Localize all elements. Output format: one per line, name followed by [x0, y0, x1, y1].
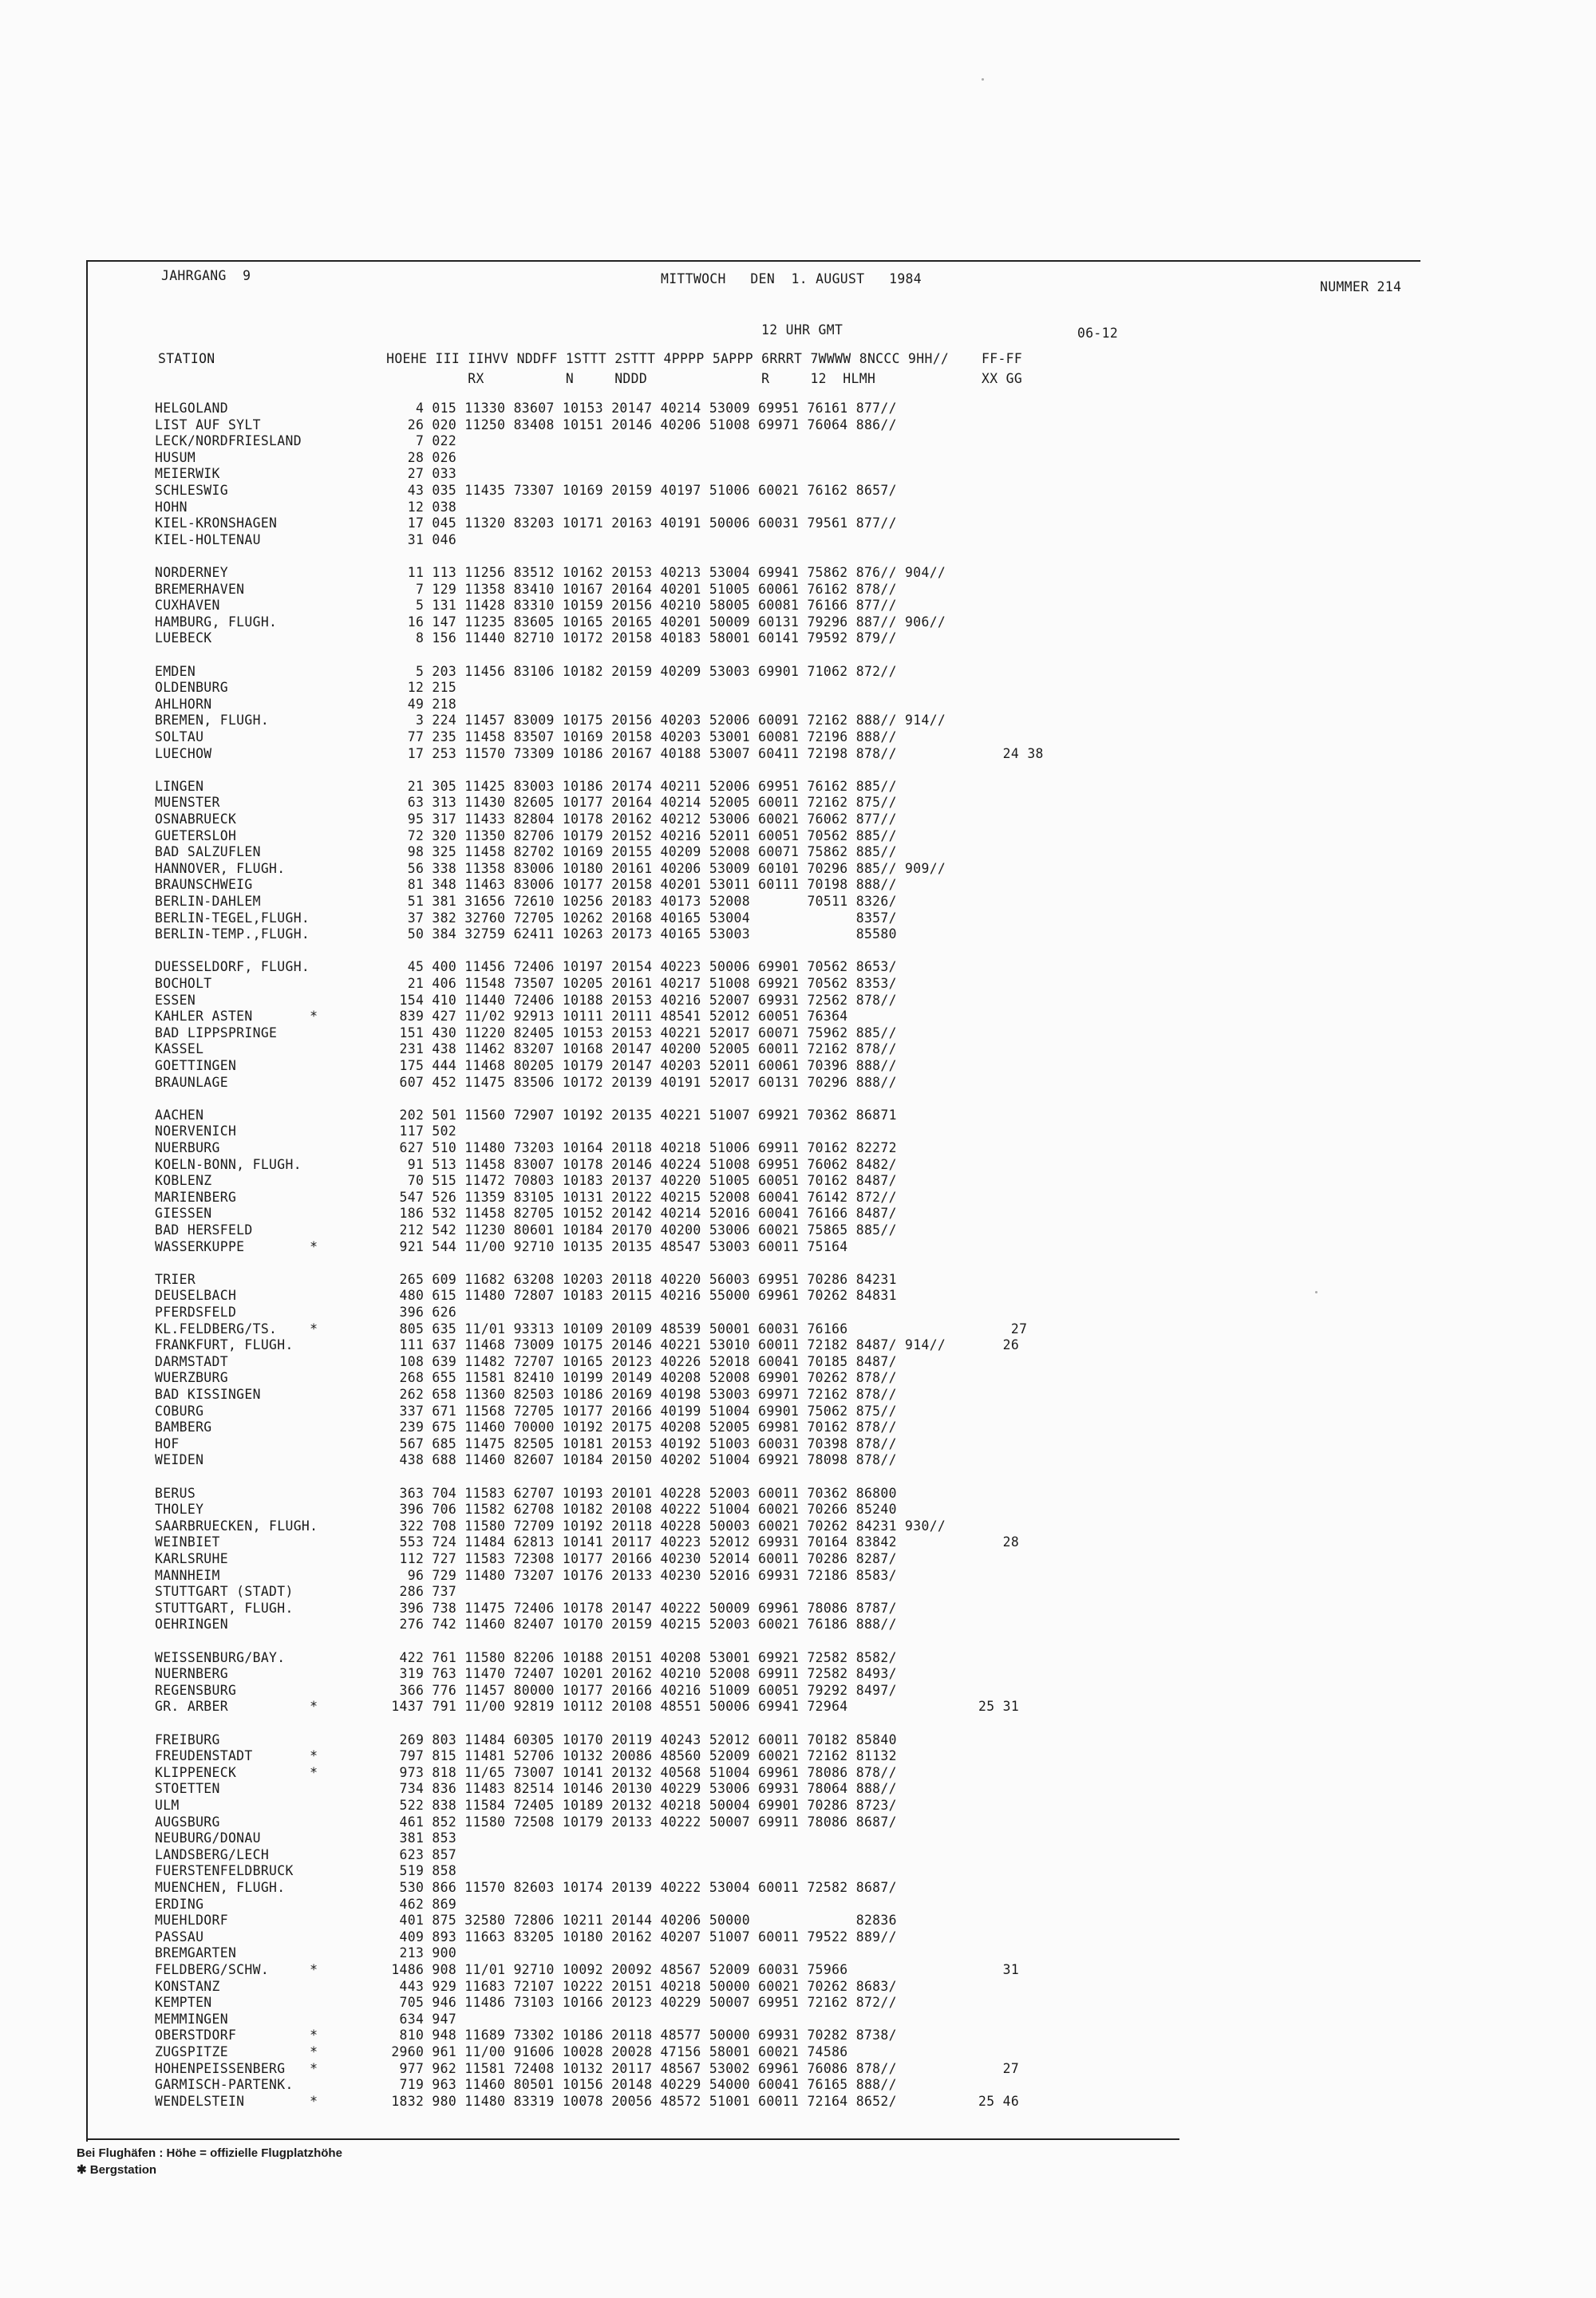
table-row: GUETERSLOH 72 320 11350 82706 10179 20152 40216 52011 60051 70562 885// — [155, 827, 897, 843]
table-row: HAMBURG, FLUGH. 16 147 11235 83605 10165 20165 40201 50009 60131 79296 887// 906// — [155, 614, 946, 630]
table-row: COBURG 337 671 11568 72705 10177 20166 40199 51004 69901 75062 875// — [155, 1403, 897, 1419]
table-frame-bottom — [86, 2138, 1179, 2140]
table-row: OLDENBURG 12 215 — [155, 680, 457, 696]
table-row: NEUBURG/DONAU 381 853 — [155, 1830, 457, 1846]
table-row: FREUDENSTADT * 797 815 11481 52706 10132 20086 48560 52009 60021 72162 81132 — [155, 1748, 897, 1764]
table-row: WUERZBURG 268 655 11581 82410 10199 20149 40208 52008 69901 70262 878// — [155, 1370, 897, 1386]
table-row: SCHLESWIG 43 035 11435 73307 10169 20159 40197 51006 60021 76162 8657/ — [155, 483, 897, 498]
table-row: MEIERWIK 27 033 — [155, 466, 457, 482]
table-row: AHLHORN 49 218 — [155, 696, 457, 712]
table-row: THOLEY 396 706 11582 62708 10182 20108 40222 51004 60021 70266 85240 — [155, 1502, 897, 1518]
table-row: FREIBURG 269 803 11484 60305 10170 20119 40243 52012 60011 70182 85840 — [155, 1731, 897, 1747]
table-row: NUERNBERG 319 763 11470 72407 10201 20162 40210 52008 69911 72582 8493/ — [155, 1666, 897, 1682]
table-row: PASSAU 409 893 11663 83205 10180 20162 40207 51007 60011 79522 889// — [155, 1929, 897, 1945]
table-row: KASSEL 231 438 11462 83207 10168 20147 40200 52005 60011 72162 878// — [155, 1041, 897, 1057]
table-row: NORDERNEY 11 113 11256 83512 10162 20153 40213 53004 69941 75862 876// 904// — [155, 565, 946, 580]
table-row: BAD LIPPSPRINGE 151 430 11220 82405 10153 20153 40221 52017 60071 75962 885// — [155, 1025, 897, 1040]
table-row: MEMMINGEN 634 947 — [155, 2011, 457, 2027]
table-row: CUXHAVEN 5 131 11428 83310 10159 20156 40210 58005 60081 76166 877// — [155, 598, 897, 614]
table-row: MARIENBERG 547 526 11359 83105 10131 20122 40215 52008 60041 76142 872// — [155, 1189, 897, 1205]
table-row: AUGSBURG 461 852 11580 72508 10179 20133 40222 50007 69911 78086 8687/ — [155, 1814, 897, 1830]
table-row: OBERSTDORF * 810 948 11689 73302 10186 20118 48577 50000 69931 70282 8738/ — [155, 2028, 897, 2043]
table-row: MUEHLDORF 401 875 32580 72806 10211 20144 40206 50000 82836 — [155, 1913, 897, 1929]
table-row: NUERBURG 627 510 11480 73203 10164 20118 40218 51006 69911 70162 82272 — [155, 1140, 897, 1155]
table-row: WASSERKUPPE * 921 544 11/00 92710 10135 20135 48547 53003 60011 75164 — [155, 1238, 848, 1254]
table-row: DEUSELBACH 480 615 11480 72807 10183 20115 40216 55000 69961 70262 84831 — [155, 1288, 897, 1304]
table-row: BAD HERSFELD 212 542 11230 80601 10184 20170 40200 53006 60021 75865 885// — [155, 1222, 897, 1238]
speck — [982, 78, 984, 81]
observation-time: 12 UHR GMT — [761, 322, 843, 338]
table-row: KARLSRUHE 112 727 11583 72308 10177 20166 40230 52014 60011 70286 8287/ — [155, 1551, 897, 1566]
table-row: LECK/NORDFRIESLAND 7 022 — [155, 433, 457, 449]
time-range: 06-12 — [1077, 326, 1119, 341]
table-row: BERLIN-TEGEL,FLUGH. 37 382 32760 72705 10262 20168 40165 53004 8357/ — [155, 910, 897, 926]
table-row: TRIER 265 609 11682 63208 10203 20118 40220 56003 69951 70286 84231 — [155, 1271, 897, 1287]
table-row: BREMERHAVEN 7 129 11358 83410 10167 20164 40201 51005 60061 76162 878// — [155, 581, 897, 597]
table-row: WEINBIET 553 724 11484 62813 10141 20117 40223 52012 69931 70164 83842 28 — [155, 1534, 1020, 1550]
table-row: OEHRINGEN 276 742 11460 82407 10170 20159 40215 52003 60021 76186 888// — [155, 1617, 897, 1633]
footnote-airports: Bei Flughäfen : Höhe = offizielle Flugplatzhöhe — [77, 2146, 342, 2160]
table-row: LINGEN 21 305 11425 83003 10186 20174 40211 52006 69951 76162 885// — [155, 778, 897, 794]
table-row: KEMPTEN 705 946 11486 73103 10166 20123 40229 50007 69951 72162 872// — [155, 1995, 897, 2011]
table-row: KOELN-BONN, FLUGH. 91 513 11458 83007 10178 20146 40224 51008 69951 76062 8482/ — [155, 1156, 897, 1172]
table-row: ZUGSPITZE * 2960 961 11/00 91606 10028 20028 47156 58001 60021 74586 — [155, 2044, 848, 2059]
table-row: HOF 567 685 11475 82505 10181 20153 40192 51003 60031 70398 878// — [155, 1435, 897, 1451]
table-row: EMDEN 5 203 11456 83106 10182 20159 40209 53003 69901 71062 872// — [155, 663, 897, 679]
table-row: STUTTGART (STADT) 286 737 — [155, 1584, 457, 1600]
table-row: WENDELSTEIN * 1832 980 11480 83319 10078 20056 48572 51001 60011 72164 8652/ 25 46 — [155, 2093, 1020, 2109]
table-row: KIEL-KRONSHAGEN 17 045 11320 83203 10171 20163 40191 50006 60031 79561 877// — [155, 515, 897, 531]
table-row: HANNOVER, FLUGH. 56 338 11358 83006 10180 20161 40206 53009 60101 70296 885// 909// — [155, 860, 946, 876]
table-row: WEIDEN 438 688 11460 82607 10184 20150 40202 51004 69921 78098 878// — [155, 1452, 897, 1468]
table-row: OSNABRUECK 95 317 11433 82804 10178 20162 40212 53006 60021 76062 877// — [155, 811, 897, 827]
table-row: HUSUM 28 026 — [155, 449, 457, 465]
table-row: STUTTGART, FLUGH. 396 738 11475 72406 10178 20147 40222 50009 69961 78086 8787/ — [155, 1600, 897, 1616]
speck — [1315, 1291, 1317, 1293]
table-row: BREMEN, FLUGH. 3 224 11457 83009 10175 20156 40203 52006 60091 72162 888// 914// — [155, 713, 946, 728]
jahrgang: JAHRGANG 9 — [161, 268, 251, 283]
table-row: AACHEN 202 501 11560 72907 10192 20135 40221 51007 69921 70362 86871 — [155, 1107, 897, 1123]
table-row: FELDBERG/SCHW. * 1486 908 11/01 92710 10092 20092 48567 52009 60031 75966 31 — [155, 1962, 1020, 1977]
table-row: KONSTANZ 443 929 11683 72107 10222 20151 40218 50000 60021 70262 8683/ — [155, 1978, 897, 1994]
column-header-line-2: RX N NDDD R 12 HLMH XX GG — [158, 371, 1023, 386]
table-row: FRANKFURT, FLUGH. 111 637 11468 73009 10175 20146 40221 53010 60011 72182 8487/ 914// 26 — [155, 1337, 1020, 1353]
table-row: STOETTEN 734 836 11483 82514 10146 20130 40229 53006 69931 78064 888// — [155, 1781, 897, 1797]
issue-date: MITTWOCH DEN 1. AUGUST 1984 — [661, 271, 922, 286]
table-row: BERUS 363 704 11583 62707 10193 20101 40228 52003 60011 70362 86800 — [155, 1485, 897, 1501]
table-row: BAD KISSINGEN 262 658 11360 82503 10186 20169 40198 53003 69971 72162 878// — [155, 1387, 897, 1402]
table-row: BRAUNSCHWEIG 81 348 11463 83006 10177 20158 40201 53011 60111 70198 888// — [155, 877, 897, 893]
table-row: GIESSEN 186 532 11458 82705 10152 20142 40214 52016 60041 76166 8487/ — [155, 1206, 897, 1222]
table-row: BRAUNLAGE 607 452 11475 83506 10172 20139 40191 52017 60131 70296 888// — [155, 1074, 897, 1090]
table-row: LUEBECK 8 156 11440 82710 10172 20158 40183 58001 60141 79592 879// — [155, 630, 897, 646]
column-header-line-1: STATION HOEHE III IIHVV NDDFF 1STTT 2STTT 4PPPP 5APPP 6RRRT 7WWWW 8NCCC 9HH// FF-FF — [158, 351, 1023, 366]
table-row: FUERSTENFELDBRUCK 519 858 — [155, 1863, 457, 1879]
table-row: ERDING 462 869 — [155, 1896, 457, 1912]
table-row: REGENSBURG 366 776 11457 80000 10177 20166 40216 51009 60051 79292 8497/ — [155, 1682, 897, 1698]
table-row: ESSEN 154 410 11440 72406 10188 20153 40216 52007 69931 72562 878// — [155, 992, 897, 1008]
table-row: GR. ARBER * 1437 791 11/00 92819 10112 20108 48551 50006 69941 72964 25 31 — [155, 1699, 1020, 1715]
table-row: KAHLER ASTEN * 839 427 11/02 92913 10111 20111 48541 52012 60051 76364 — [155, 1009, 848, 1025]
footnote-mountain-station: ✱ Bergstation — [77, 2163, 157, 2177]
table-row: HOHN 12 038 — [155, 499, 457, 515]
table-row: KIEL-HOLTENAU 31 046 — [155, 531, 457, 547]
table-row: KLIPPENECK * 973 818 11/65 73007 10141 20132 40568 51004 69961 78086 878// — [155, 1764, 897, 1780]
table-row: BREMGARTEN 213 900 — [155, 1945, 457, 1961]
table-row: BERLIN-TEMP.,FLUGH. 50 384 32759 62411 10263 20173 40165 53003 85580 — [155, 926, 897, 942]
table-row: LIST AUF SYLT 26 020 11250 83408 10151 20146 40206 51008 69971 76064 886// — [155, 417, 897, 432]
table-row: GOETTINGEN 175 444 11468 80205 10179 20147 40203 52011 60061 70396 888// — [155, 1058, 897, 1073]
table-row: DUESSELDORF, FLUGH. 45 400 11456 72406 10197 20154 40223 50006 69901 70562 8653/ — [155, 959, 897, 975]
table-row: ULM 522 838 11584 72405 10189 20132 40218 50004 69901 70286 8723/ — [155, 1798, 897, 1813]
table-row: BAMBERG 239 675 11460 70000 10192 20175 40208 52005 69981 70162 878// — [155, 1419, 897, 1435]
table-row: BAD SALZUFLEN 98 325 11458 82702 10169 20155 40209 52008 60071 75862 885// — [155, 844, 897, 860]
table-row: LUECHOW 17 253 11570 73309 10186 20167 40188 53007 60411 72198 878// 24 38 — [155, 745, 1044, 761]
table-row: NOERVENICH 117 502 — [155, 1123, 457, 1139]
table-row: WEISSENBURG/BAY. 422 761 11580 82206 10188 20151 40208 53001 69921 72582 8582/ — [155, 1649, 897, 1665]
table-row: KOBLENZ 70 515 11472 70803 10183 20137 40220 51005 60051 70162 8487/ — [155, 1173, 897, 1189]
table-row: MANNHEIM 96 729 11480 73207 10176 20133 40230 52016 69931 72186 8583/ — [155, 1567, 897, 1583]
table-row: DARMSTADT 108 639 11482 72707 10165 20123 40226 52018 60041 70185 8487/ — [155, 1353, 897, 1369]
table-row: HOHENPEISSENBERG * 977 962 11581 72408 10132 20117 48567 53002 69961 76086 878// 27 — [155, 2060, 1020, 2076]
table-row: BOCHOLT 21 406 11548 73507 10205 20161 40217 51008 69921 70562 8353/ — [155, 976, 897, 991]
table-row: MUENCHEN, FLUGH. 530 866 11570 82603 10174 20139 40222 53004 60011 72582 8687/ — [155, 1880, 897, 1895]
issue-number: NUMMER 214 — [1320, 279, 1402, 294]
table-row: LANDSBERG/LECH 623 857 — [155, 1846, 457, 1862]
table-row: SOLTAU 77 235 11458 83507 10169 20158 40203 53001 60081 72196 888// — [155, 729, 897, 744]
table-row: MUENSTER 63 313 11430 82605 10177 20164 40214 52005 60011 72162 875// — [155, 795, 897, 811]
table-row: PFERDSFELD 396 626 — [155, 1305, 457, 1320]
table-row: GARMISCH-PARTENK. 719 963 11460 80501 10156 20148 40229 54000 60041 76165 888// — [155, 2077, 897, 2093]
table-row: BERLIN-DAHLEM 51 381 31656 72610 10256 20183 40173 52008 70511 8326/ — [155, 894, 897, 909]
table-row: KL.FELDBERG/TS. * 805 635 11/01 93313 10109 20109 48539 50001 60031 76166 27 — [155, 1321, 1028, 1337]
table-row: HELGOLAND 4 015 11330 83607 10153 20147 40214 53009 69951 76161 877// — [155, 401, 897, 416]
table-row: SAARBRUECKEN, FLUGH. 322 708 11580 72709 10192 20118 40228 50003 60021 70262 84231 930// — [155, 1518, 946, 1534]
